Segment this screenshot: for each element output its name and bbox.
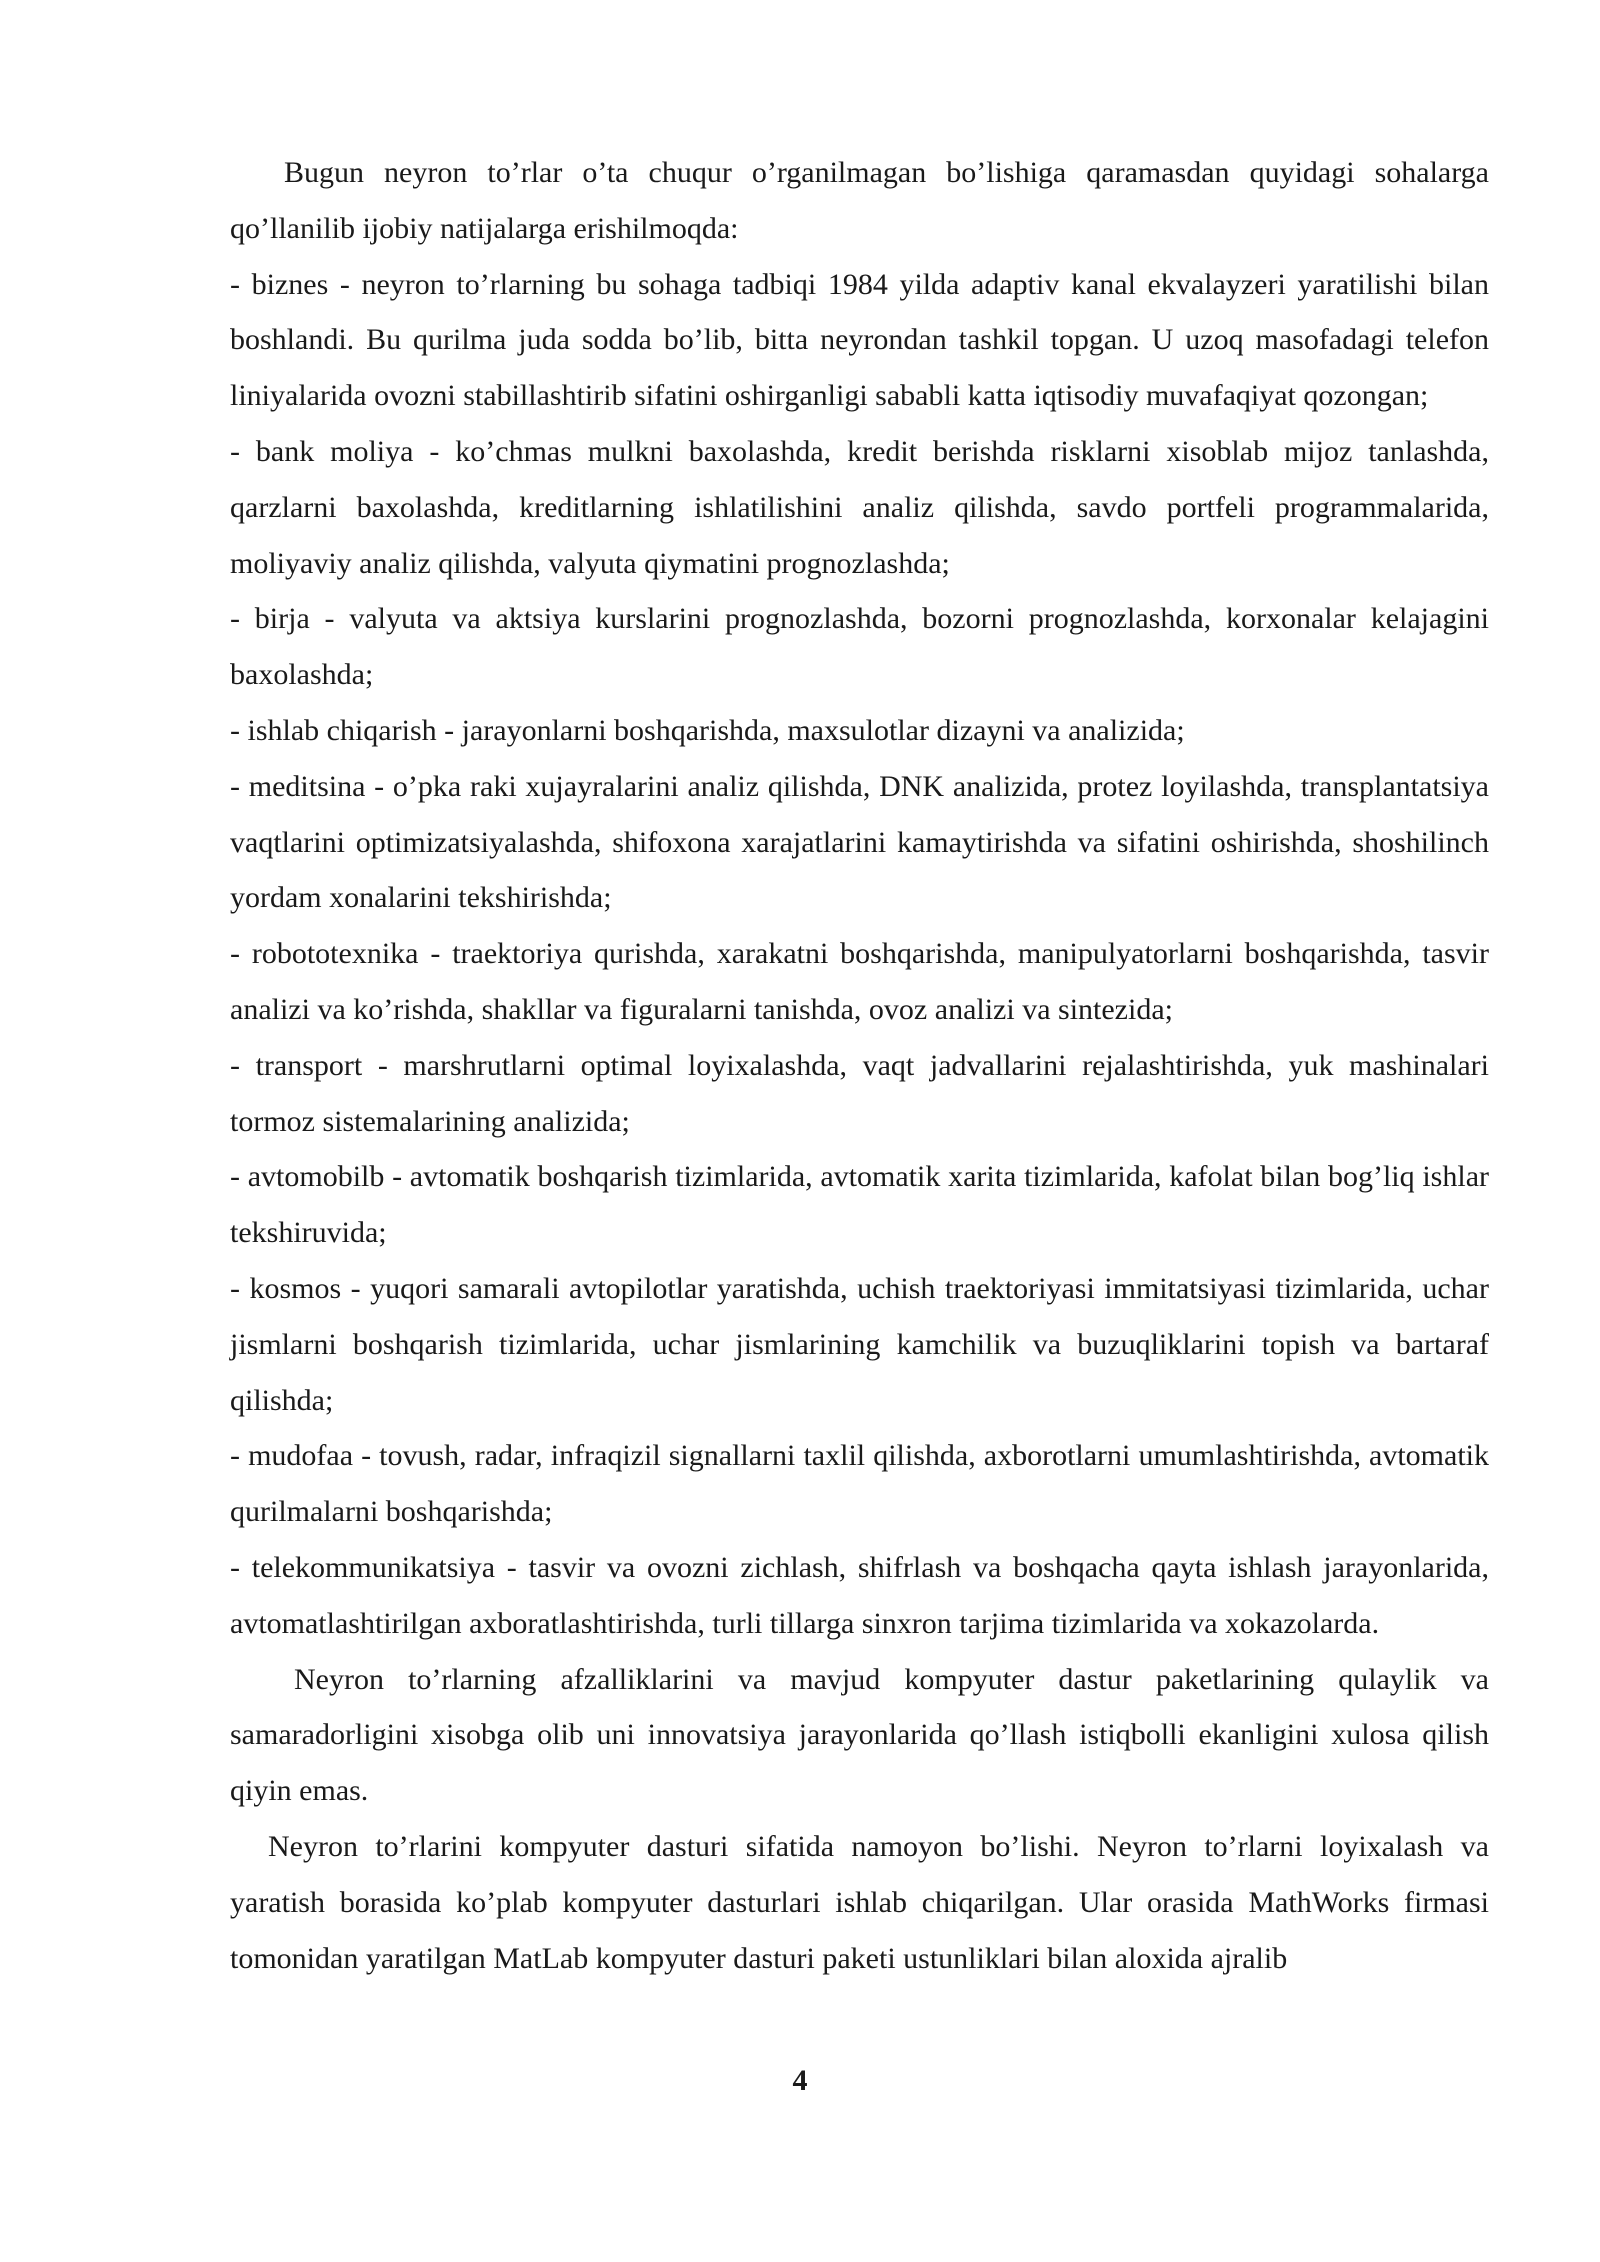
- conclusion-paragraph: Neyron to’rlarning afzalliklarini va mavjud kompyuter dastur paketlarining qulaylik va samaradorligini xisobga olib uni innovatsiya jarayonlarida qo’llash istiqbolli ekanligini xulosa qilish qiyin emas.: [230, 1662, 1489, 1808]
- list-item-avtomobil: - avtomobilb - avtomatik boshqarish tizimlarida, avtomatik xarita tizimlarida, kafolat bilan bog’liq ishlar tekshiruvida;: [230, 1160, 1489, 1250]
- software-paragraph: Neyron to’rlarini kompyuter dasturi sifatida namoyon bo’lishi. Neyron to’rlarni loyixalash va yaratish borasida ko’plab kompyuter dasturlari ishlab chiqarilgan. Ular orasida MathWorks firmasi tomonidan yaratilgan MatLab kompyuter dasturi paketi ustunliklari bilan aloxida ajralib: [230, 1829, 1489, 1975]
- list-item-telekommunikatsiya: - telekommunikatsiya - tasvir va ovozni zichlash, shifrlash va boshqacha qayta ishlash jarayonlarida, avtomatlashtirilgan axboratlashtirishda, turli tillarga sinxron tarjima tizimlarida va xokazolarda.: [230, 1550, 1489, 1640]
- document-body: [230, 145, 1489, 1986]
- page-number: 4: [792, 2064, 808, 2097]
- list-item-robototexnika: - robototexnika - traektoriya qurishda, xarakatni boshqarishda, manipulyatorlarni boshqarishda, tasvir analizi va ko’rishda, shakllar va figuralarni tanishda, ovoz analizi va sintezida;: [230, 937, 1489, 1026]
- list-item-ishlab-chiqarish: - ishlab chiqarish - jarayonlarni boshqarishda, maxsulotlar dizayni va analizida;: [230, 713, 1185, 747]
- list-item-birja: - birja - valyuta va aktsiya kurslarini prognozlashda, bozorni prognozlashda, korxonalar kelajagini baxolashda;: [230, 602, 1489, 692]
- list-item-biznes: - biznes - neyron to’rlarning bu sohaga tadbiqi 1984 yilda adaptiv kanal ekvalayzeri yaratilishi bilan boshlandi. Bu qurilma juda sodda bo’lib, bitta neyrondan tashkil topgan. U uzoq masofadagi telefon liniyalarida ovozni stabillashtirib sifatini oshirganligi sababli katta iqtisodiy muvafaqiyat qozongan;: [230, 267, 1489, 413]
- list-item-mudofaa: - mudofaa - tovush, radar, infraqizil signallarni taxlil qilishda, axborotlarni umumlashtirishda, avtomatik qurilmalarni boshqarishda;: [230, 1439, 1489, 1529]
- intro-paragraph: Bugun neyron to’rlar o’ta chuqur o’rganilmagan bo’lishiga qaramasdan quyidagi sohalarga qo’llanilib ijobiy natijalarga erishilmoqda:: [230, 156, 1489, 245]
- list-item-transport: - transport - marshrutlarni optimal loyixalashda, vaqt jadvallarini rejalashtirishda, yuk mashinalari tormoz sistemalarining analizida;: [230, 1048, 1489, 1138]
- list-item-meditsina: - meditsina - o’pka raki xujayralarini analiz qilishda, DNK analizida, protez loyilashda, transplantatsiya vaqtlarini optimizatsiyalashda, shifoxona xarajatlarini kamaytirishda va sifatini oshirishda, shoshilinch yordam xonalarini tekshirishda;: [230, 769, 1489, 915]
- list-item-kosmos: - kosmos - yuqori samarali avtopilotlar yaratishda, uchish traektoriyasi immitatsiyasi tizimlarida, uchar jismlarni boshqarish tizimlarida, uchar jismlarining kamchilik va buzuqliklarini topish va bartaraf qilishda;: [230, 1271, 1489, 1417]
- list-item-bank-moliya: - bank moliya - ko’chmas mulkni baxolashda, kredit berishda risklarni xisoblab mijoz tanlashda, qarzlarni baxolashda, kreditlarning ishlatilishini analiz qilishda, savdo portfeli programmalarida, moliyaviy analiz qilishda, valyuta qiymatini prognozlashda;: [230, 434, 1489, 580]
